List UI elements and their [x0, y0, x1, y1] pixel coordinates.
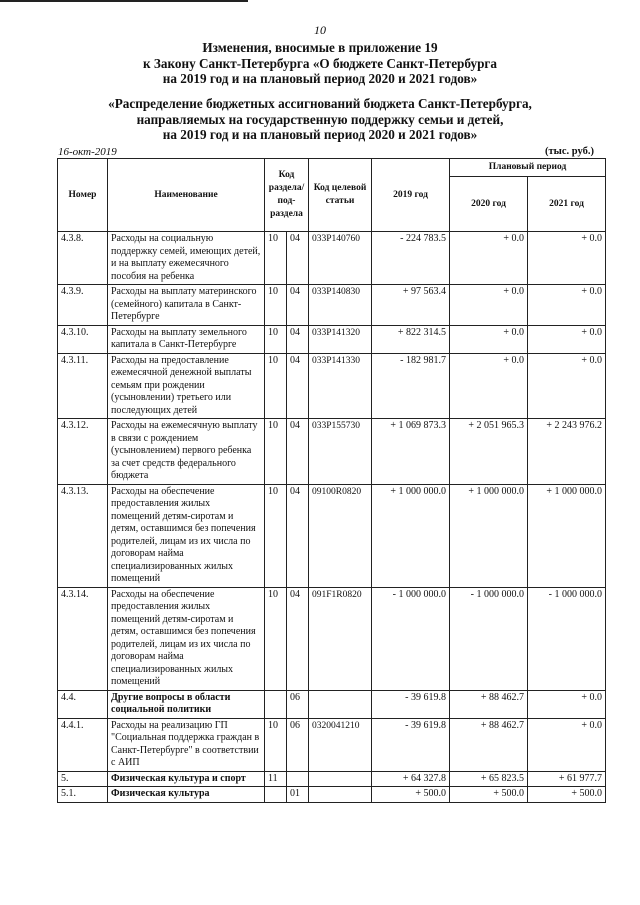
- row-amount-2021: + 0.0: [528, 325, 606, 353]
- row-name: Другие вопросы в области социальной политики: [108, 690, 265, 718]
- row-number: 5.1.: [58, 787, 108, 803]
- row-section: [265, 787, 287, 803]
- row-number: 4.3.12.: [58, 419, 108, 485]
- table-row: [58, 419, 606, 485]
- row-target-code: 033P141320: [309, 325, 372, 353]
- row-number: 4.3.10.: [58, 325, 108, 353]
- table-row: [58, 285, 606, 326]
- row-number: 4.3.14.: [58, 587, 108, 690]
- row-subsection: 04: [287, 285, 309, 326]
- row-amount-2020: + 0.0: [450, 325, 528, 353]
- row-target-code: [309, 690, 372, 718]
- row-target-code: 033P140830: [309, 285, 372, 326]
- row-amount-2021: + 500.0: [528, 787, 606, 803]
- title-line: на 2019 год и на плановый период 2020 и 2021 годов»: [162, 71, 478, 86]
- row-section: 10: [265, 285, 287, 326]
- row-amount-2019: - 39 619.8: [372, 690, 450, 718]
- row-amount-2021: - 1 000 000.0: [528, 587, 606, 690]
- row-target-code: 033P155730: [309, 419, 372, 485]
- row-amount-2020: - 1 000 000.0: [450, 587, 528, 690]
- row-name: Физическая культура и спорт: [108, 771, 265, 787]
- table-row: [58, 787, 606, 803]
- row-section: 10: [265, 718, 287, 771]
- row-number: 4.3.11.: [58, 353, 108, 419]
- row-amount-2019: - 224 783.5: [372, 232, 450, 285]
- top-rule: [0, 0, 248, 2]
- row-name: Расходы на выплату материнского (семейного) капитала в Санкт-Петербурге: [108, 285, 265, 326]
- header-target-code: Код целевой статьи: [309, 159, 372, 232]
- table-row: [58, 587, 606, 690]
- row-section: [265, 690, 287, 718]
- row-section: 10: [265, 232, 287, 285]
- row-amount-2021: + 0.0: [528, 718, 606, 771]
- row-subsection: 04: [287, 353, 309, 419]
- row-target-code: [309, 771, 372, 787]
- budget-table: [57, 158, 606, 803]
- table-row: [58, 325, 606, 353]
- row-amount-2021: + 0.0: [528, 690, 606, 718]
- row-number: 4.4.1.: [58, 718, 108, 771]
- row-amount-2020: + 88 462.7: [450, 718, 528, 771]
- row-number: 5.: [58, 771, 108, 787]
- row-amount-2019: - 39 619.8: [372, 718, 450, 771]
- row-amount-2021: + 0.0: [528, 232, 606, 285]
- row-subsection: 04: [287, 419, 309, 485]
- row-name: Расходы на предоставление ежемесячной денежной выплаты семьям при рождении (усыновлении) третьего или последующих детей: [108, 353, 265, 419]
- table-row: [58, 718, 606, 771]
- table-row: [58, 771, 606, 787]
- row-name: Расходы на реализацию ГП "Социальная поддержка граждан в Санкт-Петербурге" в соответствии с АИП: [108, 718, 265, 771]
- row-amount-2019: - 182 981.7: [372, 353, 450, 419]
- row-amount-2019: + 97 563.4: [372, 285, 450, 326]
- row-section: 11: [265, 771, 287, 787]
- row-amount-2020: + 2 051 965.3: [450, 419, 528, 485]
- table-row: [58, 232, 606, 285]
- title-line: к Закону Санкт-Петербурга «О бюджете Санкт-Петербурга: [143, 55, 497, 71]
- row-name: Расходы на обеспечение предоставления жилых помещений детям-сиротам и детям, оставшимся без попечения родителей, лицам из их числа по договорам найма специализированных жилых помещений: [108, 587, 265, 690]
- row-amount-2021: + 0.0: [528, 353, 606, 419]
- row-target-code: 033P141330: [309, 353, 372, 419]
- header-number: Номер: [58, 159, 108, 232]
- row-amount-2019: + 500.0: [372, 787, 450, 803]
- row-amount-2020: + 65 823.5: [450, 771, 528, 787]
- row-amount-2021: + 61 977.7: [528, 771, 606, 787]
- row-section: 10: [265, 419, 287, 485]
- page-number: 10: [314, 23, 326, 37]
- row-number: 4.3.8.: [58, 232, 108, 285]
- header-2020: 2020 год: [450, 177, 528, 232]
- row-number: 4.3.9.: [58, 285, 108, 326]
- row-amount-2021: + 1 000 000.0: [528, 484, 606, 587]
- row-section: 10: [265, 587, 287, 690]
- row-amount-2020: + 0.0: [450, 353, 528, 419]
- row-amount-2019: + 64 327.8: [372, 771, 450, 787]
- row-amount-2019: + 1 000 000.0: [372, 484, 450, 587]
- units-label: (тыс. руб.): [545, 146, 594, 157]
- header-2019: 2019 год: [372, 159, 450, 232]
- subtitle-line: «Распределение бюджетных ассигнований бюджета Санкт-Петербурга,: [108, 96, 532, 111]
- row-amount-2020: + 0.0: [450, 285, 528, 326]
- row-amount-2021: + 2 243 976.2: [528, 419, 606, 485]
- row-amount-2020: + 0.0: [450, 232, 528, 285]
- table-row: [58, 353, 606, 419]
- table-body: [58, 232, 606, 803]
- header-2021: 2021 год: [528, 177, 606, 232]
- document-title: [0, 40, 640, 87]
- row-target-code: 09100R0820: [309, 484, 372, 587]
- table-row: [58, 484, 606, 587]
- row-section: 10: [265, 484, 287, 587]
- row-amount-2020: + 500.0: [450, 787, 528, 803]
- row-subsection: 06: [287, 690, 309, 718]
- row-subsection: 04: [287, 232, 309, 285]
- row-subsection: 06: [287, 718, 309, 771]
- header-section-code: Код раздела/ под- раздела: [265, 159, 309, 232]
- row-target-code: [309, 787, 372, 803]
- row-section: 10: [265, 325, 287, 353]
- row-name: Расходы на социальную поддержку семей, имеющих детей, и на выплату ежемесячного пособия на ребенка: [108, 232, 265, 285]
- row-name: Расходы на обеспечение предоставления жилых помещений детям-сиротам и детям, оставшимся без попечения родителей, лицам из их числа по договорам найма специализированных жилых помещений: [108, 484, 265, 587]
- row-subsection: 01: [287, 787, 309, 803]
- row-subsection: 04: [287, 587, 309, 690]
- subtitle-line: на 2019 год и на плановый период 2020 и 2021 годов»: [162, 127, 478, 142]
- subtitle-line: направляемых на государственную поддержку семьи и детей,: [136, 111, 504, 127]
- row-subsection: 04: [287, 484, 309, 587]
- table-row: [58, 690, 606, 718]
- header-planned-period: Плановый период: [450, 159, 606, 177]
- row-amount-2020: + 1 000 000.0: [450, 484, 528, 587]
- row-subsection: 04: [287, 325, 309, 353]
- row-number: 4.3.13.: [58, 484, 108, 587]
- title-line: Изменения, вносимые в приложение 19: [202, 40, 438, 55]
- row-amount-2019: + 822 314.5: [372, 325, 450, 353]
- row-amount-2019: + 1 069 873.3: [372, 419, 450, 485]
- header-name: Наименование: [108, 159, 265, 232]
- row-amount-2020: + 88 462.7: [450, 690, 528, 718]
- row-name: Расходы на ежемесячную выплату в связи с рождением (усыновлением) первого ребенка за счет средств федерального бюджета: [108, 419, 265, 485]
- row-section: 10: [265, 353, 287, 419]
- row-subsection: [287, 771, 309, 787]
- row-amount-2021: + 0.0: [528, 285, 606, 326]
- row-amount-2019: - 1 000 000.0: [372, 587, 450, 690]
- row-target-code: 0320041210: [309, 718, 372, 771]
- row-number: 4.4.: [58, 690, 108, 718]
- document-date: 16-окт-2019: [58, 146, 117, 158]
- row-name: Физическая культура: [108, 787, 265, 803]
- document-subtitle: [0, 96, 640, 143]
- row-target-code: 033P140760: [309, 232, 372, 285]
- row-name: Расходы на выплату земельного капитала в Санкт-Петербурге: [108, 325, 265, 353]
- row-target-code: 091F1R0820: [309, 587, 372, 690]
